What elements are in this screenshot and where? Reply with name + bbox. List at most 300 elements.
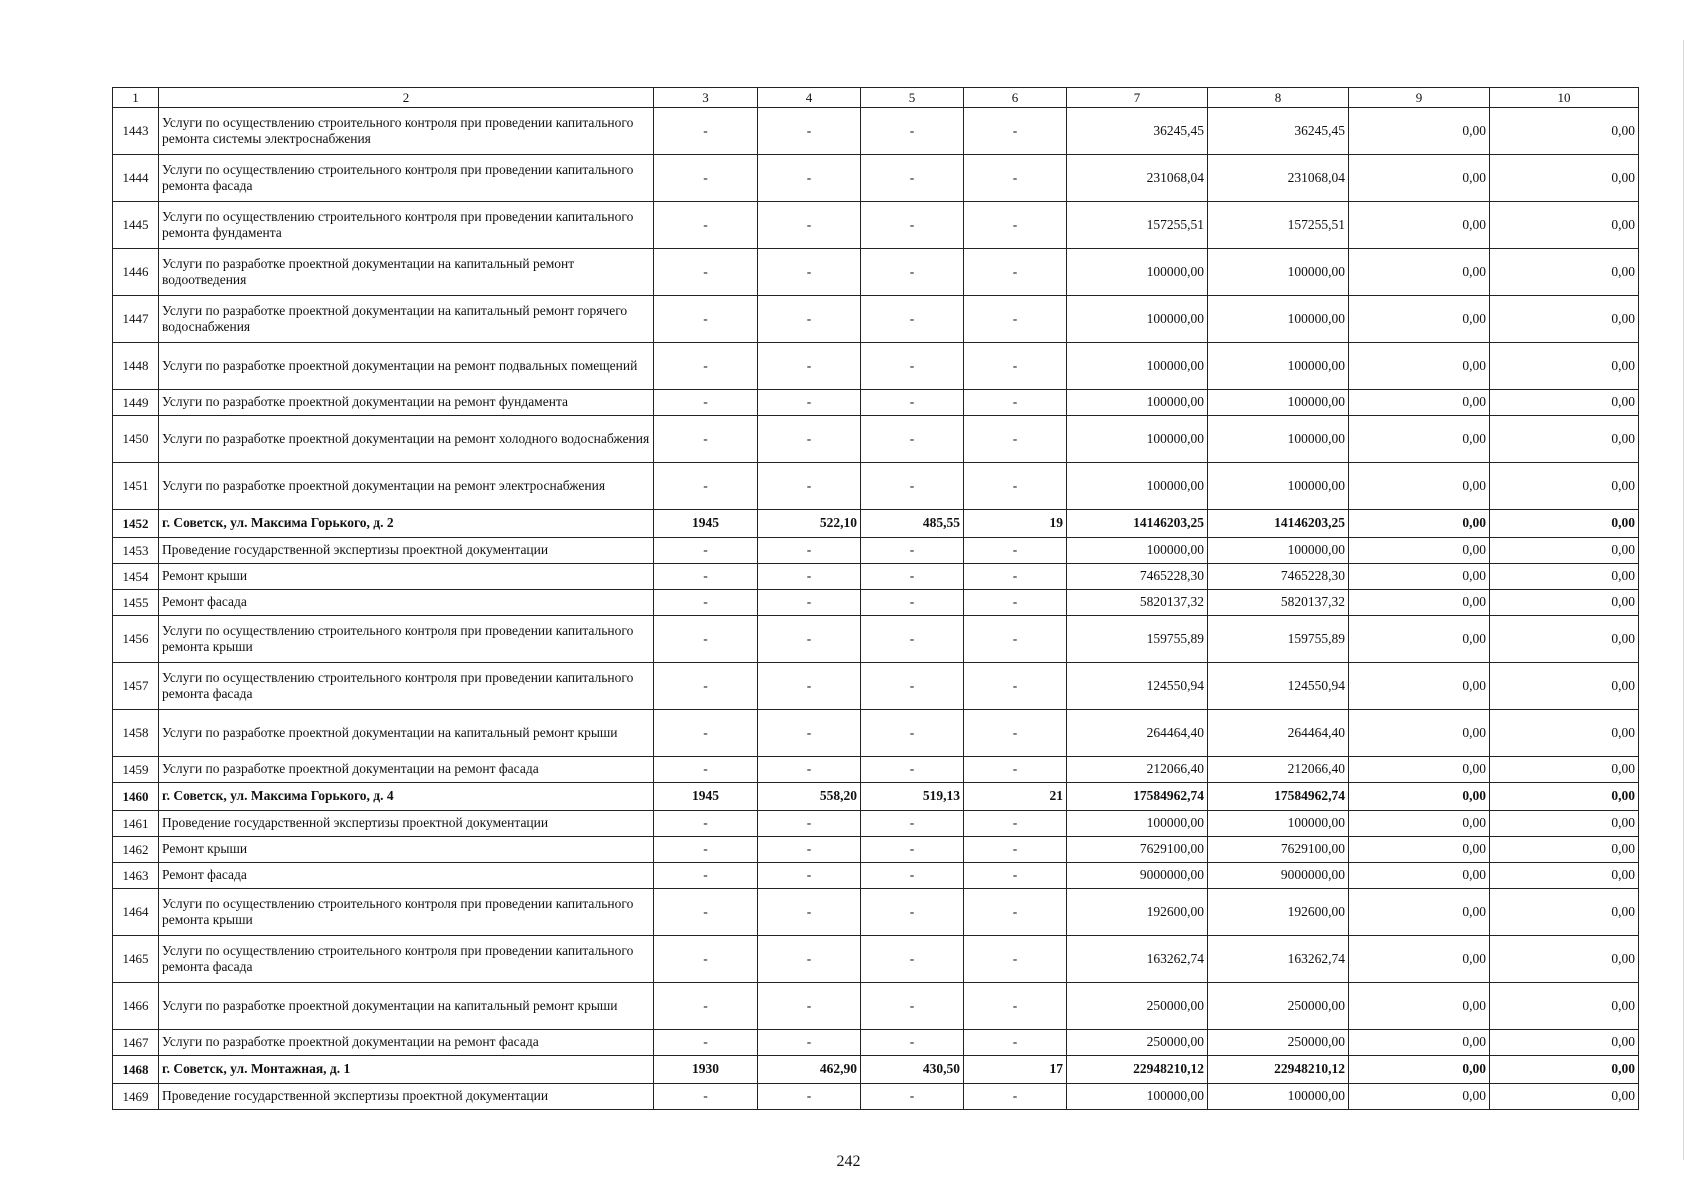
page-number: 242 [836,1153,861,1170]
budget-cell: 0,00 [1349,108,1490,155]
row-name-cell: Услуги по разработке проектной документации на ремонт подвальных помещений [159,343,654,390]
owner-funds-cell: 0,00 [1490,983,1639,1030]
area-living-cell: - [861,249,964,296]
area-living-cell: - [861,663,964,710]
row-number-cell: 1454 [113,564,159,590]
year-cell: - [654,590,758,616]
owner-funds-cell: 0,00 [1490,889,1639,936]
area-total-cell: - [758,1030,861,1056]
area-living-cell: - [861,463,964,510]
area-living-cell: - [861,757,964,783]
row-name-cell: Проведение государственной экспертизы проектной документации [159,811,654,837]
area-living-cell: - [861,390,964,416]
residents-cell: - [964,538,1067,564]
fund-cost-cell: 124550,94 [1208,663,1349,710]
owner-funds-cell: 0,00 [1490,783,1639,811]
row-name-cell: Услуги по разработке проектной документации на капитальный ремонт крыши [159,983,654,1030]
area-living-cell: - [861,710,964,757]
area-total-cell: - [758,296,861,343]
data-table [112,87,1639,1110]
fund-cost-cell: 17584962,74 [1208,783,1349,811]
budget-cell: 0,00 [1349,249,1490,296]
total-cost-cell: 5820137,32 [1067,590,1208,616]
total-cost-cell: 163262,74 [1067,936,1208,983]
year-cell: - [654,463,758,510]
row-number-cell: 1465 [113,936,159,983]
fund-cost-cell: 22948210,12 [1208,1056,1349,1084]
table-row [113,936,1639,983]
total-cost-cell: 7465228,30 [1067,564,1208,590]
row-number-cell: 1447 [113,296,159,343]
table-row [113,889,1639,936]
budget-cell: 0,00 [1349,564,1490,590]
area-living-cell: - [861,538,964,564]
table-row [113,590,1639,616]
row-name-cell: Проведение государственной экспертизы проектной документации [159,538,654,564]
owner-funds-cell: 0,00 [1490,811,1639,837]
address-row [113,783,1639,811]
owner-funds-cell: 0,00 [1490,936,1639,983]
fund-cost-cell: 100000,00 [1208,463,1349,510]
table-row [113,463,1639,510]
total-cost-cell: 100000,00 [1067,343,1208,390]
row-number-cell: 1451 [113,463,159,510]
row-name-cell: Услуги по осуществлению строительного контроля при проведении капитального ремонта фасада [159,936,654,983]
area-total-cell: - [758,837,861,863]
year-cell: - [654,983,758,1030]
area-total-cell: - [758,590,861,616]
fund-cost-cell: 7629100,00 [1208,837,1349,863]
table-row [113,296,1639,343]
fund-cost-cell: 100000,00 [1208,343,1349,390]
residents-cell: - [964,1030,1067,1056]
total-cost-cell: 100000,00 [1067,249,1208,296]
total-cost-cell: 250000,00 [1067,1030,1208,1056]
residents-cell: - [964,249,1067,296]
row-number-cell: 1453 [113,538,159,564]
year-cell: - [654,296,758,343]
area-living-cell: - [861,343,964,390]
budget-cell: 0,00 [1349,343,1490,390]
table-body [113,88,1639,1110]
year-cell: - [654,889,758,936]
budget-cell: 0,00 [1349,936,1490,983]
area-living-cell: - [861,863,964,889]
table-row [113,616,1639,663]
budget-cell: 0,00 [1349,538,1490,564]
table-row [113,837,1639,863]
table-row [113,155,1639,202]
total-cost-cell: 264464,40 [1067,710,1208,757]
area-living-cell: - [861,296,964,343]
row-name-cell: Услуги по разработке проектной документации на ремонт фасада [159,1030,654,1056]
year-cell: - [654,863,758,889]
area-living-cell: 519,13 [861,783,964,811]
budget-cell: 0,00 [1349,296,1490,343]
residents-cell: - [964,863,1067,889]
residents-cell: 21 [964,783,1067,811]
row-name-cell: г. Советск, ул. Максима Горького, д. 4 [159,783,654,811]
row-number-cell: 1457 [113,663,159,710]
row-name-cell: г. Советск, ул. Монтажная, д. 1 [159,1056,654,1084]
row-name-cell: Услуги по осуществлению строительного контроля при проведении капитального ремонта крыши [159,616,654,663]
owner-funds-cell: 0,00 [1490,863,1639,889]
area-total-cell: - [758,616,861,663]
area-living-cell: - [861,1084,964,1110]
column-header: 4 [758,88,861,108]
row-name-cell: Ремонт крыши [159,837,654,863]
row-number-cell: 1444 [113,155,159,202]
budget-cell: 0,00 [1349,416,1490,463]
total-cost-cell: 100000,00 [1067,296,1208,343]
residents-cell: 17 [964,1056,1067,1084]
row-name-cell: Услуги по осуществлению строительного контроля при проведении капитального ремонта фасада [159,155,654,202]
year-cell: 1930 [654,1056,758,1084]
row-name-cell: Проведение государственной экспертизы проектной документации [159,1084,654,1110]
row-number-cell: 1460 [113,783,159,811]
row-name-cell: Ремонт крыши [159,564,654,590]
area-total-cell: - [758,889,861,936]
fund-cost-cell: 100000,00 [1208,390,1349,416]
total-cost-cell: 22948210,12 [1067,1056,1208,1084]
budget-cell: 0,00 [1349,1084,1490,1110]
area-living-cell: - [861,837,964,863]
fund-cost-cell: 5820137,32 [1208,590,1349,616]
year-cell: - [654,1030,758,1056]
fund-cost-cell: 100000,00 [1208,296,1349,343]
residents-cell: - [964,1084,1067,1110]
residents-cell: - [964,616,1067,663]
row-number-cell: 1455 [113,590,159,616]
total-cost-cell: 100000,00 [1067,416,1208,463]
owner-funds-cell: 0,00 [1490,343,1639,390]
area-living-cell: - [861,155,964,202]
row-name-cell: Услуги по осуществлению строительного контроля при проведении капитального ремонта фундамента [159,202,654,249]
table-row [113,663,1639,710]
table-row [113,202,1639,249]
year-cell: - [654,1084,758,1110]
budget-cell: 0,00 [1349,1056,1490,1084]
row-number-cell: 1458 [113,710,159,757]
owner-funds-cell: 0,00 [1490,416,1639,463]
year-cell: - [654,108,758,155]
column-header: 7 [1067,88,1208,108]
budget-cell: 0,00 [1349,155,1490,202]
area-total-cell: - [758,564,861,590]
area-living-cell: - [861,616,964,663]
total-cost-cell: 100000,00 [1067,463,1208,510]
residents-cell: - [964,757,1067,783]
table-row [113,710,1639,757]
total-cost-cell: 100000,00 [1067,811,1208,837]
address-row [113,510,1639,538]
area-total-cell: 462,90 [758,1056,861,1084]
fund-cost-cell: 163262,74 [1208,936,1349,983]
row-number-cell: 1449 [113,390,159,416]
table-row [113,390,1639,416]
owner-funds-cell: 0,00 [1490,463,1639,510]
table-row [113,983,1639,1030]
column-header: 2 [159,88,654,108]
owner-funds-cell: 0,00 [1490,249,1639,296]
area-living-cell: 485,55 [861,510,964,538]
fund-cost-cell: 157255,51 [1208,202,1349,249]
owner-funds-cell: 0,00 [1490,757,1639,783]
year-cell: - [654,343,758,390]
row-name-cell: Услуги по разработке проектной документации на ремонт фундамента [159,390,654,416]
table-row [113,108,1639,155]
total-cost-cell: 100000,00 [1067,1084,1208,1110]
table-row [113,811,1639,837]
total-cost-cell: 14146203,25 [1067,510,1208,538]
row-number-cell: 1461 [113,811,159,837]
budget-cell: 0,00 [1349,710,1490,757]
row-number-cell: 1459 [113,757,159,783]
fund-cost-cell: 250000,00 [1208,1030,1349,1056]
fund-cost-cell: 100000,00 [1208,1084,1349,1110]
residents-cell: - [964,837,1067,863]
budget-cell: 0,00 [1349,811,1490,837]
address-row [113,1056,1639,1084]
area-living-cell: - [861,889,964,936]
owner-funds-cell: 0,00 [1490,590,1639,616]
area-total-cell: 558,20 [758,783,861,811]
area-living-cell: - [861,564,964,590]
owner-funds-cell: 0,00 [1490,663,1639,710]
year-cell: - [654,837,758,863]
area-total-cell: - [758,936,861,983]
table-row [113,416,1639,463]
owner-funds-cell: 0,00 [1490,1084,1639,1110]
residents-cell: - [964,463,1067,510]
fund-cost-cell: 7465228,30 [1208,564,1349,590]
owner-funds-cell: 0,00 [1490,108,1639,155]
area-living-cell: - [861,108,964,155]
area-living-cell: - [861,936,964,983]
total-cost-cell: 9000000,00 [1067,863,1208,889]
year-cell: 1945 [654,783,758,811]
residents-cell: 19 [964,510,1067,538]
total-cost-cell: 192600,00 [1067,889,1208,936]
row-name-cell: Услуги по разработке проектной документации на капитальный ремонт горячего водоснабжения [159,296,654,343]
owner-funds-cell: 0,00 [1490,1030,1639,1056]
budget-cell: 0,00 [1349,783,1490,811]
row-number-cell: 1456 [113,616,159,663]
area-total-cell: - [758,202,861,249]
table-header-row [113,88,1639,108]
row-number-cell: 1464 [113,889,159,936]
owner-funds-cell: 0,00 [1490,564,1639,590]
column-header: 5 [861,88,964,108]
row-number-cell: 1448 [113,343,159,390]
column-header: 3 [654,88,758,108]
residents-cell: - [964,983,1067,1030]
budget-cell: 0,00 [1349,837,1490,863]
residents-cell: - [964,663,1067,710]
budget-cell: 0,00 [1349,757,1490,783]
area-total-cell: - [758,663,861,710]
area-living-cell: - [861,202,964,249]
fund-cost-cell: 36245,45 [1208,108,1349,155]
residents-cell: - [964,710,1067,757]
owner-funds-cell: 0,00 [1490,155,1639,202]
area-total-cell: 522,10 [758,510,861,538]
total-cost-cell: 159755,89 [1067,616,1208,663]
budget-cell: 0,00 [1349,983,1490,1030]
residents-cell: - [964,390,1067,416]
residents-cell: - [964,343,1067,390]
area-total-cell: - [758,710,861,757]
budget-cell: 0,00 [1349,390,1490,416]
fund-cost-cell: 212066,40 [1208,757,1349,783]
total-cost-cell: 231068,04 [1067,155,1208,202]
residents-cell: - [964,811,1067,837]
table-row [113,249,1639,296]
row-number-cell: 1463 [113,863,159,889]
scan-edge-line [1683,40,1684,1160]
row-number-cell: 1443 [113,108,159,155]
year-cell: 1945 [654,510,758,538]
area-living-cell: - [861,983,964,1030]
year-cell: - [654,538,758,564]
area-living-cell: 430,50 [861,1056,964,1084]
column-header: 6 [964,88,1067,108]
residents-cell: - [964,108,1067,155]
row-number-cell: 1462 [113,837,159,863]
row-name-cell: Ремонт фасада [159,590,654,616]
area-living-cell: - [861,590,964,616]
total-cost-cell: 7629100,00 [1067,837,1208,863]
budget-cell: 0,00 [1349,616,1490,663]
year-cell: - [654,663,758,710]
column-header: 8 [1208,88,1349,108]
row-number-cell: 1450 [113,416,159,463]
budget-cell: 0,00 [1349,863,1490,889]
row-name-cell: Услуги по разработке проектной документации на капитальный ремонт крыши [159,710,654,757]
owner-funds-cell: 0,00 [1490,710,1639,757]
owner-funds-cell: 0,00 [1490,1056,1639,1084]
row-name-cell: Услуги по разработке проектной документации на ремонт электроснабжения [159,463,654,510]
table-row [113,343,1639,390]
row-name-cell: Услуги по разработке проектной документации на ремонт холодного водоснабжения [159,416,654,463]
total-cost-cell: 100000,00 [1067,538,1208,564]
residents-cell: - [964,202,1067,249]
area-living-cell: - [861,416,964,463]
area-total-cell: - [758,463,861,510]
area-total-cell: - [758,811,861,837]
row-name-cell: Услуги по осуществлению строительного контроля при проведении капитального ремонта системы электроснабжения [159,108,654,155]
year-cell: - [654,249,758,296]
column-header: 9 [1349,88,1490,108]
fund-cost-cell: 100000,00 [1208,538,1349,564]
area-total-cell: - [758,343,861,390]
fund-cost-cell: 100000,00 [1208,249,1349,296]
area-total-cell: - [758,1084,861,1110]
year-cell: - [654,202,758,249]
row-name-cell: Услуги по разработке проектной документации на ремонт фасада [159,757,654,783]
owner-funds-cell: 0,00 [1490,837,1639,863]
residents-cell: - [964,936,1067,983]
row-name-cell: Услуги по осуществлению строительного контроля при проведении капитального ремонта фасада [159,663,654,710]
fund-cost-cell: 100000,00 [1208,416,1349,463]
budget-cell: 0,00 [1349,510,1490,538]
year-cell: - [654,757,758,783]
budget-cell: 0,00 [1349,202,1490,249]
row-number-cell: 1469 [113,1084,159,1110]
year-cell: - [654,564,758,590]
area-total-cell: - [758,757,861,783]
year-cell: - [654,416,758,463]
area-total-cell: - [758,983,861,1030]
year-cell: - [654,710,758,757]
year-cell: - [654,616,758,663]
residents-cell: - [964,590,1067,616]
row-number-cell: 1466 [113,983,159,1030]
row-number-cell: 1467 [113,1030,159,1056]
fund-cost-cell: 231068,04 [1208,155,1349,202]
table-row [113,1084,1639,1110]
table-row [113,757,1639,783]
area-total-cell: - [758,863,861,889]
owner-funds-cell: 0,00 [1490,296,1639,343]
residents-cell: - [964,889,1067,936]
row-number-cell: 1468 [113,1056,159,1084]
table-row [113,1030,1639,1056]
year-cell: - [654,936,758,983]
budget-cell: 0,00 [1349,590,1490,616]
year-cell: - [654,811,758,837]
year-cell: - [654,390,758,416]
table-row [113,863,1639,889]
residents-cell: - [964,564,1067,590]
owner-funds-cell: 0,00 [1490,616,1639,663]
table-row [113,538,1639,564]
area-total-cell: - [758,538,861,564]
owner-funds-cell: 0,00 [1490,390,1639,416]
year-cell: - [654,155,758,202]
area-living-cell: - [861,811,964,837]
fund-cost-cell: 264464,40 [1208,710,1349,757]
total-cost-cell: 212066,40 [1067,757,1208,783]
owner-funds-cell: 0,00 [1490,510,1639,538]
row-name-cell: Услуги по осуществлению строительного контроля при проведении капитального ремонта крыши [159,889,654,936]
fund-cost-cell: 9000000,00 [1208,863,1349,889]
residents-cell: - [964,296,1067,343]
fund-cost-cell: 159755,89 [1208,616,1349,663]
fund-cost-cell: 14146203,25 [1208,510,1349,538]
budget-cell: 0,00 [1349,463,1490,510]
area-total-cell: - [758,416,861,463]
column-header: 1 [113,88,159,108]
total-cost-cell: 100000,00 [1067,390,1208,416]
row-number-cell: 1446 [113,249,159,296]
budget-cell: 0,00 [1349,1030,1490,1056]
area-total-cell: - [758,108,861,155]
row-number-cell: 1452 [113,510,159,538]
area-living-cell: - [861,1030,964,1056]
row-name-cell: г. Советск, ул. Максима Горького, д. 2 [159,510,654,538]
total-cost-cell: 36245,45 [1067,108,1208,155]
row-name-cell: Услуги по разработке проектной документации на капитальный ремонт водоотведения [159,249,654,296]
area-total-cell: - [758,155,861,202]
row-number-cell: 1445 [113,202,159,249]
owner-funds-cell: 0,00 [1490,538,1639,564]
fund-cost-cell: 192600,00 [1208,889,1349,936]
total-cost-cell: 157255,51 [1067,202,1208,249]
residents-cell: - [964,416,1067,463]
total-cost-cell: 124550,94 [1067,663,1208,710]
total-cost-cell: 250000,00 [1067,983,1208,1030]
